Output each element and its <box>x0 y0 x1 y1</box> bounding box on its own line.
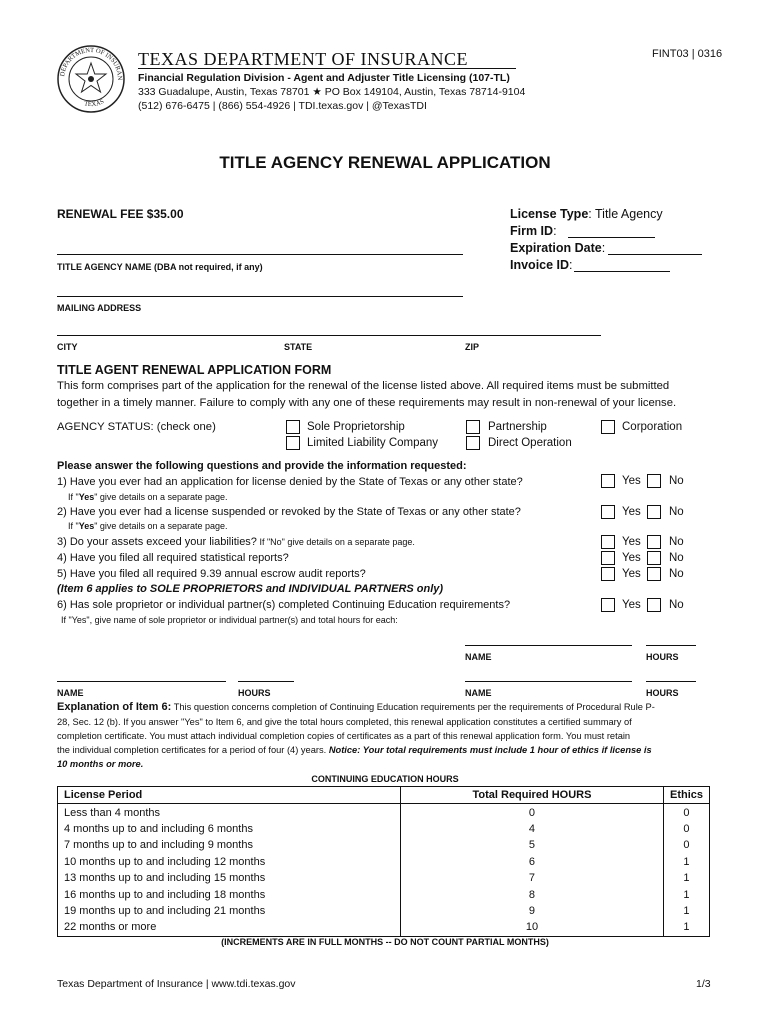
hours-cell: 5 <box>400 837 663 853</box>
period-cell: Less than 4 months <box>58 804 401 821</box>
state-label: STATE <box>284 342 313 352</box>
direct-operation-checkbox[interactable] <box>466 436 480 450</box>
contact-line: (512) 676-6475 | (866) 554-4926 | TDI.texas.gov | @TexasTDI <box>138 100 427 112</box>
question-6: 6) Has sole proprietor or individual partner(s) completed Continuing Education requirements? <box>57 599 511 611</box>
explanation-label: Explanation of Item 6: <box>57 701 172 713</box>
name-field-1[interactable] <box>465 645 632 646</box>
license-type-value: : Title Agency <box>588 207 663 221</box>
city-state-zip-field[interactable] <box>57 335 601 336</box>
form-code: FINT03 | 0316 <box>652 48 723 60</box>
name-label-1: NAME <box>465 652 492 662</box>
header-rule <box>138 68 516 69</box>
ce-hours-table <box>57 786 710 937</box>
hours-cell: 9 <box>400 903 663 919</box>
division-line: Financial Regulation Division - Agent and Adjuster Title Licensing (107-TL) <box>138 72 510 84</box>
explanation-line-3: completion certificate. You must attach individual completion copies of certificates as a part of this renewal application form. You must retain <box>57 731 631 741</box>
mailing-address-label: MAILING ADDRESS <box>57 303 142 313</box>
q6-no-label: No <box>669 599 684 611</box>
q3-no-label: No <box>669 536 684 548</box>
name-field-2[interactable] <box>57 681 226 682</box>
question-6-note: If "Yes", give name of sole proprietor or individual partner(s) and total hours for each: <box>61 615 398 625</box>
license-type <box>510 207 663 221</box>
address-line: 333 Guadalupe, Austin, Texas 78701 ★ PO Box 149104, Austin, Texas 78714-9104 <box>138 86 526 98</box>
q4-yes-checkbox[interactable] <box>601 551 615 565</box>
hours-cell: 6 <box>400 854 663 870</box>
q5-no-checkbox[interactable] <box>647 567 661 581</box>
header-total-hours: Total Required HOURS <box>400 787 663 804</box>
ethics-cell: 0 <box>663 821 709 837</box>
q2-yes-label: Yes <box>622 506 641 518</box>
hours-field-2[interactable] <box>238 681 294 682</box>
llc-label: Limited Liability Company <box>307 437 439 449</box>
page-number: 1/3 <box>696 978 711 990</box>
firm-id: Firm ID: <box>510 224 557 238</box>
q5-yes-label: Yes <box>622 568 641 580</box>
firm-id-label: Firm ID <box>510 224 554 238</box>
q1-yes-label: Yes <box>622 475 641 487</box>
direct-operation-label: Direct Operation <box>488 437 572 449</box>
hours-field-1[interactable] <box>646 645 696 646</box>
explanation-line-4: the individual completion certificates for a period of four (4) years. Notice: Your total requirements must include 1 hour of ethics if license is <box>57 745 652 755</box>
hours-cell: 7 <box>400 870 663 886</box>
llc-checkbox[interactable] <box>286 436 300 450</box>
invoice-id: Invoice ID: <box>510 258 573 272</box>
expiration-date-field[interactable] <box>608 254 702 255</box>
q3-no-checkbox[interactable] <box>647 535 661 549</box>
mailing-address-field[interactable] <box>57 296 463 297</box>
table-row <box>58 804 710 821</box>
q6-yes-checkbox[interactable] <box>601 598 615 612</box>
firm-id-field[interactable] <box>568 237 655 238</box>
question-4: 4) Have you filed all required statistical reports? <box>57 552 289 564</box>
agency-name-field[interactable] <box>57 254 463 255</box>
q4-no-label: No <box>669 552 684 564</box>
hours-cell: 0 <box>400 804 663 821</box>
ce-table-caption: CONTINUING EDUCATION HOURS <box>311 774 459 784</box>
page-title: TITLE AGENCY RENEWAL APPLICATION <box>219 153 551 172</box>
name-label-2: NAME <box>57 688 84 698</box>
q2-yes-checkbox[interactable] <box>601 505 615 519</box>
q3-yes-label: Yes <box>622 536 641 548</box>
ce-table-header-row <box>58 787 710 804</box>
ethics-cell: 0 <box>663 837 709 853</box>
q4-yes-label: Yes <box>622 552 641 564</box>
question-2-note: If "Yes" give details on a separate page. <box>68 521 228 531</box>
table-row <box>58 821 710 837</box>
question-3: 3) Do your assets exceed your liabilities? If "No" give details on a separate page. <box>57 536 415 548</box>
explanation-line-1: Explanation of Item 6: This question concerns completion of Continuing Education requirements per the requirements of Procedural Rule P- <box>57 701 655 713</box>
table-row <box>58 870 710 886</box>
partnership-checkbox[interactable] <box>466 420 480 434</box>
period-cell: 10 months up to and including 12 months <box>58 854 401 870</box>
ethics-cell: 1 <box>663 870 709 886</box>
seal-icon <box>56 44 126 114</box>
city-label: CITY <box>57 342 78 352</box>
name-label-3: NAME <box>465 688 492 698</box>
hours-cell: 10 <box>400 919 663 936</box>
renewal-fee: RENEWAL FEE $35.00 <box>57 207 184 221</box>
ethics-cell: 1 <box>663 854 709 870</box>
invoice-id-field[interactable] <box>574 271 670 272</box>
q1-no-checkbox[interactable] <box>647 474 661 488</box>
q1-yes-checkbox[interactable] <box>601 474 615 488</box>
hours-label-3: HOURS <box>646 688 679 698</box>
intro-line-2: together in a timely manner. Failure to comply with any one of these requirements may result in non-renewal of your license. <box>57 397 677 409</box>
hours-label-2: HOURS <box>238 688 271 698</box>
q1-no-label: No <box>669 475 684 487</box>
table-row <box>58 886 710 902</box>
explanation-line-5: 10 months or more. <box>57 759 144 769</box>
hours-field-3[interactable] <box>646 681 696 682</box>
period-cell: 4 months up to and including 6 months <box>58 821 401 837</box>
hours-cell: 8 <box>400 886 663 902</box>
hours-label-1: HOURS <box>646 652 679 662</box>
corporation-checkbox[interactable] <box>601 420 615 434</box>
expiration-date: Expiration Date: <box>510 241 606 255</box>
table-row <box>58 919 710 936</box>
name-field-3[interactable] <box>465 681 632 682</box>
partnership-label: Partnership <box>488 421 547 433</box>
agency-name-label: TITLE AGENCY NAME (DBA not required, if any) <box>57 262 263 272</box>
item6-note: (Item 6 applies to SOLE PROPRIETORS and INDIVIDUAL PARTNERS only) <box>57 583 444 595</box>
period-cell: 22 months or more <box>58 919 401 936</box>
footer-text: Texas Department of Insurance | www.tdi.texas.gov <box>57 978 296 990</box>
period-cell: 13 months up to and including 15 months <box>58 870 401 886</box>
intro-line-1: This form comprises part of the application for the renewal of the license listed above. All required items must be submitted <box>57 380 670 392</box>
period-cell: 19 months up to and including 21 months <box>58 903 401 919</box>
sole-proprietorship-label: Sole Proprietorship <box>307 421 405 433</box>
table-row <box>58 837 710 853</box>
q2-no-label: No <box>669 506 684 518</box>
sole-proprietorship-checkbox[interactable] <box>286 420 300 434</box>
table-row <box>58 854 710 870</box>
question-1: 1) Have you ever had an application for license denied by the State of Texas or any other state? <box>57 476 523 488</box>
q6-yes-label: Yes <box>622 599 641 611</box>
zip-label: ZIP <box>465 342 480 352</box>
svg-text:DEPARTMENT OF INSURANCE: DEPARTMENT OF INSURAN <box>59 46 124 81</box>
question-1-note: If "Yes" give details on a separate page. <box>68 492 228 502</box>
agency-title: TEXAS DEPARTMENT OF INSURANCE <box>138 49 468 69</box>
ce-table-footnote: (INCREMENTS ARE IN FULL MONTHS -- DO NOT COUNT PARTIAL MONTHS) <box>221 937 549 947</box>
ethics-cell: 1 <box>663 903 709 919</box>
license-type-label: License Type <box>510 207 589 221</box>
period-cell: 7 months up to and including 9 months <box>58 837 401 853</box>
question-5: 5) Have you filed all required 9.39 annual escrow audit reports? <box>57 568 366 580</box>
q2-no-checkbox[interactable] <box>647 505 661 519</box>
svg-text:TEXAS: TEXAS <box>83 98 106 109</box>
tdi-seal <box>56 44 126 114</box>
explanation-line-2: 28, Sec. 12 (b). If you answer "Yes" to Item 6, and give the total hours completed, this renewal application constitutes a certified summary of <box>57 717 632 727</box>
questions-heading: Please answer the following questions and provide the information requested: <box>57 460 467 472</box>
table-row <box>58 903 710 919</box>
ethics-cell: 0 <box>663 804 709 821</box>
q4-no-checkbox[interactable] <box>647 551 661 565</box>
q5-no-label: No <box>669 568 684 580</box>
q6-no-checkbox[interactable] <box>647 598 661 612</box>
corporation-label: Corporation <box>622 421 683 433</box>
section-heading: TITLE AGENT RENEWAL APPLICATION FORM <box>57 363 332 377</box>
header-license-period: License Period <box>58 787 401 804</box>
q3-yes-checkbox[interactable] <box>601 535 615 549</box>
ethics-cell: 1 <box>663 919 709 936</box>
invoice-label: Invoice ID <box>510 258 570 272</box>
hours-cell: 4 <box>400 821 663 837</box>
q5-yes-checkbox[interactable] <box>601 567 615 581</box>
expiration-label: Expiration Date <box>510 241 602 255</box>
period-cell: 16 months up to and including 18 months <box>58 886 401 902</box>
question-2: 2) Have you ever had a license suspended or revoked by the State of Texas or any other state? <box>57 506 521 518</box>
header-ethics: Ethics <box>663 787 709 804</box>
agency-status-label: AGENCY STATUS: (check one) <box>57 421 216 433</box>
ethics-cell: 1 <box>663 886 709 902</box>
